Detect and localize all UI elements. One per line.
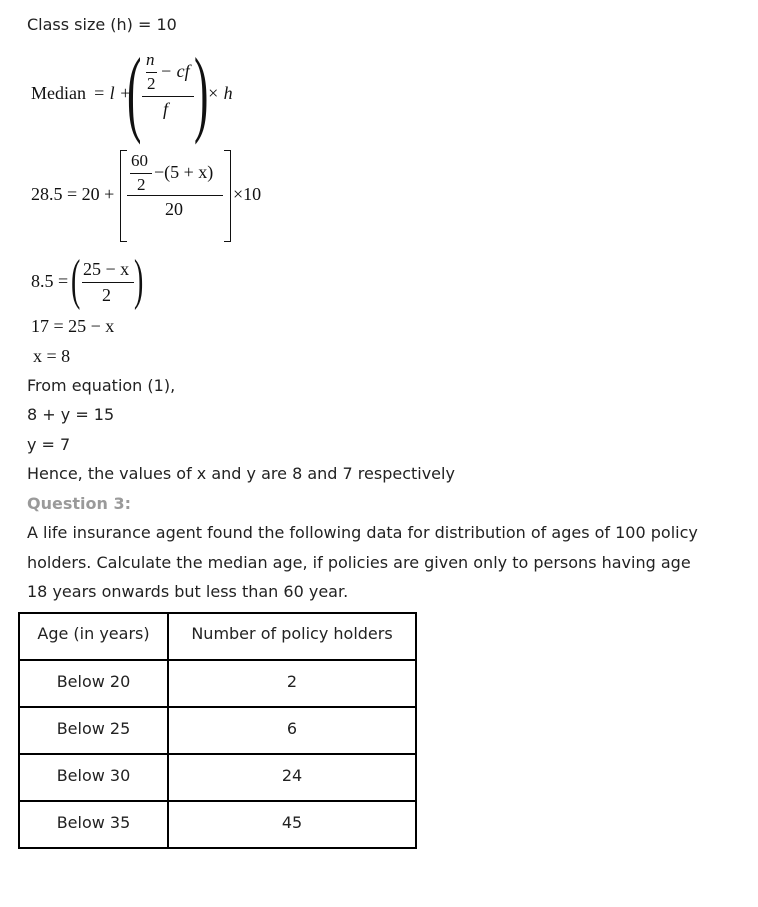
- formula-minus-cf: − cf: [160, 61, 190, 81]
- equation-xy-line: 8 + y = 15: [27, 405, 115, 424]
- cell-age: Below 30: [19, 754, 168, 801]
- age-distribution-table: [18, 612, 417, 849]
- header-policy-holders: Number of policy holders: [168, 613, 416, 660]
- cell-age: Below 35: [19, 801, 168, 848]
- question-text-1: A life insurance agent found the following data for distribution of ages of 100 policy: [27, 523, 698, 542]
- outer-fraction-bar: [142, 96, 194, 97]
- median-label: Median: [31, 83, 86, 103]
- table-row: [19, 801, 416, 848]
- sub-20: 20: [165, 199, 183, 219]
- cell-count: 24: [168, 754, 416, 801]
- cell-count: 45: [168, 801, 416, 848]
- sub-60: 60: [131, 151, 148, 170]
- step1-den: 2: [102, 285, 111, 305]
- cell-age: Below 20: [19, 660, 168, 707]
- table-row: [19, 707, 416, 754]
- from-equation-line: From equation (1),: [27, 376, 176, 395]
- hence-line: Hence, the values of x and y are 8 and 7 respectively: [27, 464, 455, 483]
- question-label: Question 3:: [27, 494, 131, 513]
- cell-age: Below 25: [19, 707, 168, 754]
- step1-lhs: 8.5 =: [31, 271, 69, 291]
- sub-lhs: 28.5 = 20 +: [31, 184, 115, 204]
- table-row: [19, 660, 416, 707]
- sub-outer-bar: [127, 195, 223, 196]
- table-header-row: [19, 613, 416, 660]
- cell-count: 6: [168, 707, 416, 754]
- cell-count: 2: [168, 660, 416, 707]
- class-size-line: Class size (h) = 10: [27, 15, 177, 34]
- step1-bar: [82, 282, 134, 283]
- table-row: [19, 754, 416, 801]
- step2-line: 17 = 25 − x: [31, 316, 115, 336]
- sub-minus: −(5 + x): [154, 162, 214, 182]
- formula-times-h: × h: [207, 83, 233, 103]
- header-age: Age (in years): [19, 613, 168, 660]
- left-paren: (: [127, 38, 142, 145]
- formula-n: n: [146, 50, 155, 69]
- sub-times: ×10: [233, 184, 262, 204]
- sub-2: 2: [137, 175, 146, 194]
- left-bracket: [120, 150, 127, 242]
- step1-right-paren: ): [134, 249, 144, 311]
- question-text-2: holders. Calculate the median age, if policies are given only to persons having age: [27, 553, 691, 572]
- inner-fraction-bar: [146, 72, 157, 73]
- formula-two: 2: [147, 74, 156, 93]
- right-bracket: [224, 150, 231, 242]
- step3-line: x = 8: [33, 346, 71, 366]
- question-text-3: 18 years onwards but less than 60 year.: [27, 582, 349, 601]
- sub-inner-bar: [130, 173, 152, 174]
- right-paren: ): [194, 38, 209, 145]
- step1-num: 25 − x: [83, 259, 130, 279]
- equation-y-line: y = 7: [27, 435, 71, 454]
- formula-eq: = l +: [93, 83, 132, 103]
- formula-f: f: [163, 99, 169, 119]
- step1-left-paren: (: [71, 249, 81, 311]
